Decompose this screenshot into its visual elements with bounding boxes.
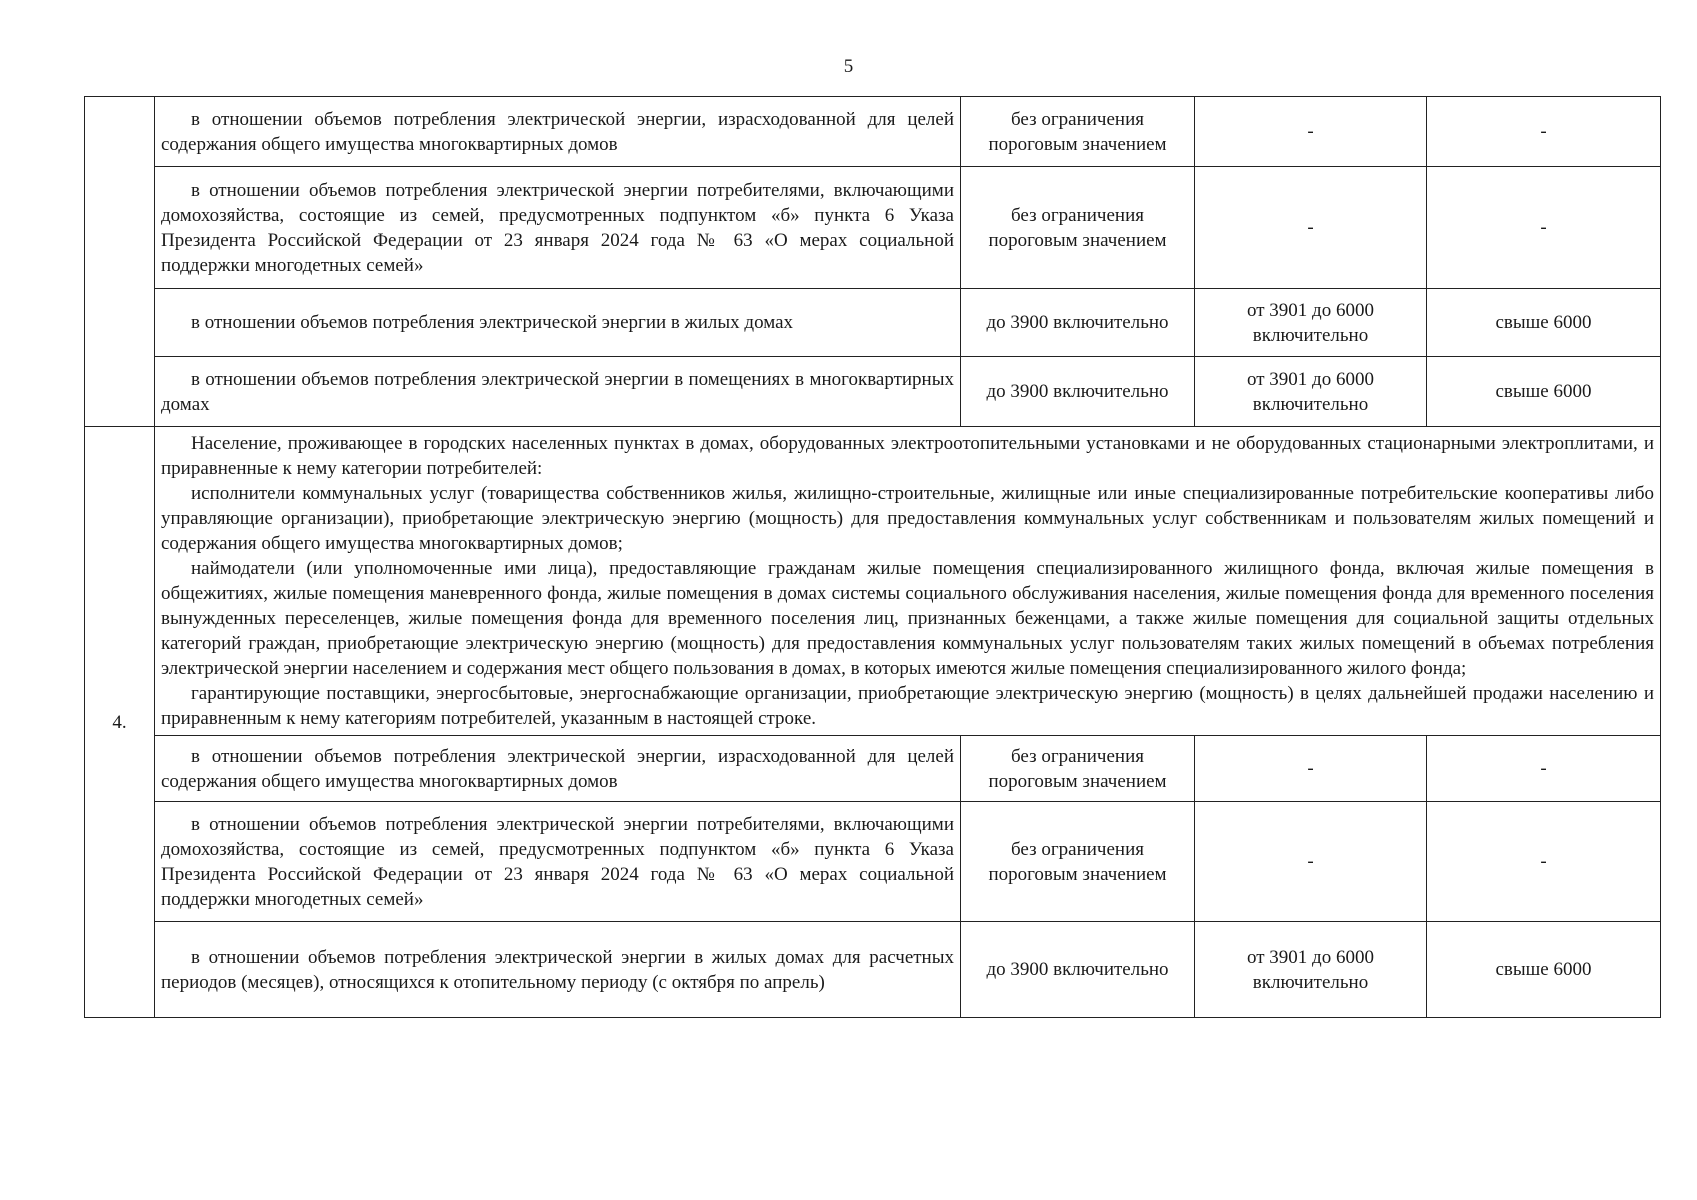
range-3-cell: -: [1427, 802, 1661, 922]
tariff-table-container: [84, 96, 1660, 1018]
range-1-cell: без ограничения пороговым значением: [961, 97, 1195, 167]
range-3-cell: -: [1427, 167, 1661, 289]
range-2-cell: от 3901 до 6000 включительно: [1195, 922, 1427, 1018]
range-2-cell: от 3901 до 6000 включительно: [1195, 357, 1427, 427]
range-2-cell: -: [1195, 167, 1427, 289]
row-number-cell: [85, 97, 155, 427]
range-1-cell: до 3900 включительно: [961, 289, 1195, 357]
range-3-cell: свыше 6000: [1427, 922, 1661, 1018]
section-number: 4.: [85, 427, 155, 1018]
section-paragraph: исполнители коммунальных услуг (товарищества собственников жилья, жилищно-строительные, жилищные или иные специализированные потребительские кооперативы либо управляющие организации), приобретающие электрическую энергию (мощность) для предоставления коммунальных услуг собственникам и пользователям жилых помещений и содержания общего имущества многоквартирных домов;: [161, 483, 1654, 554]
table-row: [85, 97, 1661, 167]
range-1-cell: до 3900 включительно: [961, 922, 1195, 1018]
range-3-cell: свыше 6000: [1427, 357, 1661, 427]
range-1-cell: без ограничения пороговым значением: [961, 736, 1195, 802]
page-number: 5: [843, 56, 854, 77]
range-3-cell: -: [1427, 97, 1661, 167]
row-description: в отношении объемов потребления электрической энергии потребителями, включающими домохозяйства, состоящие из семей, предусмотренных подпунктом «б» пункта 6 Указа Президента Российской Федерации от 23 января 2024 года № 63 «О мерах социальной поддержки многодетных семей»: [155, 167, 961, 289]
range-2-cell: -: [1195, 802, 1427, 922]
row-description: в отношении объемов потребления электрической энергии потребителями, включающими домохозяйства, состоящие из семей, предусмотренных подпунктом «б» пункта 6 Указа Президента Российской Федерации от 23 января 2024 года № 63 «О мерах социальной поддержки многодетных семей»: [155, 802, 961, 922]
section-header-row: [85, 427, 1661, 736]
row-description: в отношении объемов потребления электрической энергии, израсходованной для целей содержания общего имущества многоквартирных домов: [155, 736, 961, 802]
section-paragraph: наймодатели (или уполномоченные ими лица), предоставляющие гражданам жилые помещения специализированного жилищного фонда, включая жилые помещения в общежитиях, жилые помещения маневренного фонда, жилые помещения в домах системы социального обслуживания населения, жилые помещения фонда для временного поселения вынужденных переселенцев, жилые помещения фонда для временного поселения лиц, признанных беженцами, а также жилые помещения для социальной защиты отдельных категорий граждан, приобретающие электрическую энергию (мощность) для предоставления коммунальных услуг пользователям таких жилых помещений в объемах потребления электрической энергии населением и содержания мест общего пользования в домах, в которых имеются жилые помещения специализированного жилого фонда;: [161, 558, 1654, 679]
row-description: в отношении объемов потребления электрической энергии в жилых домах для расчетных периодов (месяцев), относящихся к отопительному периоду (с октября по апрель): [155, 922, 961, 1018]
table-row: [85, 802, 1661, 922]
table-row: [85, 289, 1661, 357]
range-1-cell: без ограничения пороговым значением: [961, 167, 1195, 289]
range-2-cell: -: [1195, 97, 1427, 167]
range-1-cell: без ограничения пороговым значением: [961, 802, 1195, 922]
table-row: [85, 167, 1661, 289]
table-row: [85, 922, 1661, 1018]
range-2-cell: от 3901 до 6000 включительно: [1195, 289, 1427, 357]
row-description: в отношении объемов потребления электрической энергии в жилых домах: [155, 289, 961, 357]
range-2-cell: -: [1195, 736, 1427, 802]
table-row: [85, 357, 1661, 427]
row-description: в отношении объемов потребления электрической энергии в помещениях в многоквартирных домах: [155, 357, 961, 427]
section-paragraph: гарантирующие поставщики, энергосбытовые, энергоснабжающие организации, приобретающие электрическую энергию (мощность) в целях дальнейшей продажи населению и приравненным к нему категориям потребителей, указанным в настоящей строке.: [161, 683, 1654, 729]
section-paragraph: Население, проживающее в городских населенных пунктах в домах, оборудованных электроотопительными установками и не оборудованных стационарными электроплитами, и приравненные к нему категории потребителей:: [161, 433, 1654, 479]
tariff-table: [84, 96, 1661, 1018]
range-3-cell: свыше 6000: [1427, 289, 1661, 357]
section-description: [155, 427, 1661, 736]
table-row: [85, 736, 1661, 802]
range-1-cell: до 3900 включительно: [961, 357, 1195, 427]
row-description: в отношении объемов потребления электрической энергии, израсходованной для целей содержания общего имущества многоквартирных домов: [155, 97, 961, 167]
range-3-cell: -: [1427, 736, 1661, 802]
